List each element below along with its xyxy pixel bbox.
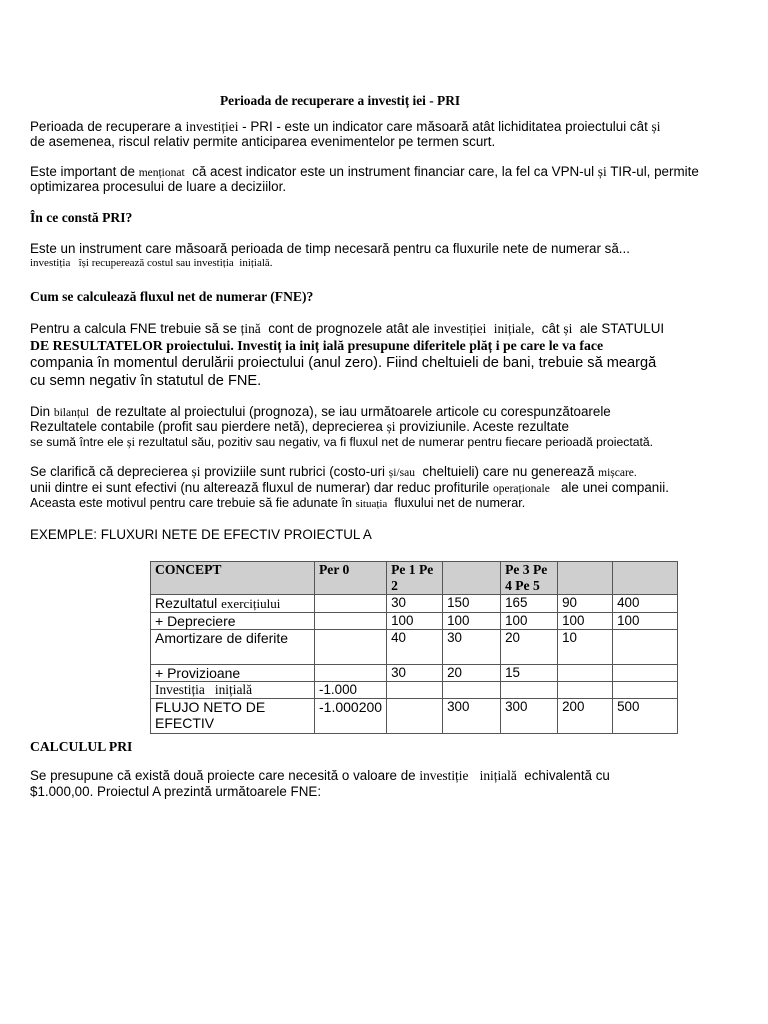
text: și/sau: [388, 467, 415, 479]
text: proviziunile. Aceste rezultate: [399, 419, 569, 434]
paragraph-5-line-3: [30, 434, 653, 450]
text: TIR-ul, permite: [610, 164, 699, 179]
table-cell: [315, 595, 387, 613]
text: Rezultatul: [155, 595, 218, 611]
text: Se clarifică că deprecierea: [30, 464, 188, 479]
text: țină: [240, 321, 261, 336]
text: își: [78, 257, 89, 269]
table-header-cell: Pe 1 Pe 2: [387, 562, 443, 595]
paragraph-6-line-1: [30, 464, 637, 481]
paragraph-5-line-2: [30, 419, 569, 435]
table-cell-label: + Provizioane: [151, 665, 315, 682]
table-cell: [315, 665, 387, 682]
text: și: [126, 435, 136, 449]
text: investiție: [419, 768, 469, 783]
text: Din: [30, 404, 51, 419]
table-cell: [387, 682, 443, 699]
text: situația: [355, 498, 388, 510]
table-row: [151, 682, 678, 699]
paragraph-6-line-3: [30, 495, 525, 512]
table-cell: 100: [387, 613, 443, 630]
table-header-cell: [613, 562, 678, 595]
text: inițială: [479, 768, 517, 783]
table-cell: 30: [387, 665, 443, 682]
text: de rezultate al proiectului (prognoza), se iau următoarele articole cu corespunzătoarele: [96, 404, 611, 419]
text: echivalentă cu: [524, 768, 610, 783]
table-cell-label: + Depreciere: [151, 613, 315, 630]
text: ale unei companii.: [560, 480, 669, 495]
table-row: [151, 595, 678, 613]
text: Este important de: [30, 164, 135, 179]
table-cell: 90: [558, 595, 613, 613]
table-cell: [315, 613, 387, 630]
table-cell: 20: [501, 630, 558, 665]
text: operaționale: [492, 483, 550, 495]
table-cell-label: [151, 595, 315, 613]
table-cell-label: [151, 682, 315, 699]
text: mișcare.: [598, 467, 637, 479]
document-title: Perioada de recuperare a investiț iei - PRI: [220, 93, 461, 108]
text: Rezultatele contabile (profit sau pierdere netă), deprecierea: [30, 419, 383, 434]
text: unii dintre ei sunt efectivi (nu alterează fluxul de numerar) dar reduc profiturile: [30, 480, 490, 495]
examples-label: EXEMPLE: FLUXURI NETE DE EFECTIV PROIECTUL A: [30, 527, 372, 542]
table-cell: [501, 682, 558, 699]
paragraph-1-line-2: de asemenea, riscul relativ permite anticiparea evenimentelor pe termen scurt.: [30, 134, 496, 149]
table-cell: 150: [443, 595, 501, 613]
table-cell: [558, 682, 613, 699]
table-cell: 100: [501, 613, 558, 630]
table-cell: 165: [501, 595, 558, 613]
table-cell: 400: [613, 595, 678, 613]
table-header-cell: [558, 562, 613, 595]
text: rezultatul său, pozitiv sau negativ, va fi fluxul net de numerar pentru fiecare perioadă proiectată.: [138, 435, 654, 449]
text: inițială: [214, 682, 253, 697]
table-cell: 40: [387, 630, 443, 665]
text: și: [597, 164, 607, 179]
table-cell: [613, 682, 678, 699]
text: ale STATULUI: [579, 321, 665, 336]
table-cell: 100: [558, 613, 613, 630]
paragraph-4-line-2: DE RESULTATELOR proiectului. Investiț ia iniț ială presupune diferitele plăț i pe care le va face: [30, 338, 604, 353]
table-cell: 100: [443, 613, 501, 630]
text: bilanțul: [53, 407, 89, 419]
table-row: [151, 613, 678, 630]
text: cât: [541, 321, 560, 336]
text: Pentru a calcula FNE trebuie să se: [30, 321, 237, 336]
paragraph-4-line-4: cu semn negativ în statutul de FNE.: [30, 373, 262, 389]
text: Se presupune că există două proiecte care necesită o valoare de: [30, 768, 416, 783]
table-header-cell: Per 0: [315, 562, 387, 595]
table-cell: 10: [558, 630, 613, 665]
text: și: [651, 119, 661, 134]
section-heading-3: CALCULUL PRI: [30, 739, 133, 754]
paragraph-3-line-2: [30, 257, 273, 269]
table-header-cell: [443, 562, 501, 595]
text: și: [386, 419, 396, 434]
table-cell: [443, 682, 501, 699]
paragraph-2-line-2: optimizarea procesului de luare a deciziilor.: [30, 179, 287, 194]
paragraph-1-line-1: [30, 119, 660, 135]
text: se sumă între ele: [30, 435, 124, 449]
table-cell: [613, 630, 678, 665]
table-cell: [387, 699, 443, 734]
paragraph-4-line-1: [30, 321, 664, 337]
table-cell: [315, 630, 387, 665]
text: - PRI - este un indicator care măsoară atât lichiditatea proiectului cât: [242, 119, 648, 134]
text: investiția: [193, 257, 234, 269]
text: investiția: [30, 257, 71, 269]
table-cell: -1.000200: [315, 699, 387, 734]
text: Aceasta este motivul pentru care trebuie să fie adunate în: [30, 496, 353, 510]
table-cell: 30: [443, 630, 501, 665]
text: și: [563, 321, 573, 336]
table-cell: -1.000: [315, 682, 387, 699]
table-header-row: [151, 562, 678, 595]
section-heading-2: Cum se calculează fluxul net de numerar (FNE)?: [30, 289, 314, 304]
table-header-cell: CONCEPT: [151, 562, 315, 595]
table-header-cell: Pe 3 Pe 4 Pe 5: [501, 562, 558, 595]
paragraph-3-line-1: Este un instrument care măsoară perioada de timp necesară pentru ca fluxurile nete de numerar să...: [30, 241, 630, 256]
text: exercițiului: [221, 596, 281, 611]
text: că acest indicator este un instrument financiar care, la fel ca VPN-ul: [192, 164, 595, 179]
text: cheltuieli) care nu generează: [422, 464, 595, 479]
text: fluxului net de numerar.: [394, 496, 526, 510]
text: și: [191, 464, 201, 479]
text: Perioada de recuperare a: [30, 119, 182, 134]
table-cell: [558, 665, 613, 682]
table-row: [151, 630, 678, 665]
table-cell: 15: [501, 665, 558, 682]
table-cell: 300: [443, 699, 501, 734]
text: recuperează costul sau: [91, 257, 191, 269]
text: investiției: [185, 119, 239, 134]
table-row: [151, 665, 678, 682]
paragraph-7-line-1: [30, 768, 610, 784]
table-cell-label: Amortizare de diferite: [151, 630, 315, 665]
fne-table: [150, 561, 678, 734]
text: cont de prognozele atât ale: [268, 321, 430, 336]
text: Investiția: [155, 682, 205, 697]
table-cell: 20: [443, 665, 501, 682]
table-row: [151, 699, 678, 734]
text: menționat: [138, 167, 185, 179]
table-cell: 500: [613, 699, 678, 734]
text: inițială.: [239, 257, 273, 269]
paragraph-7-line-2: $1.000,00. Proiectul A prezintă următoarele FNE:: [30, 784, 322, 799]
table-cell: 100: [613, 613, 678, 630]
section-heading-1: În ce constă PRI?: [30, 210, 133, 225]
paragraph-4-line-3: compania în momentul derulării proiectului (anul zero). Fiind cheltuieli de bani, trebuie să meargă: [30, 355, 657, 371]
text: proviziile sunt rubrici (costo-uri: [204, 464, 386, 479]
table-cell: 300: [501, 699, 558, 734]
table-cell: [613, 665, 678, 682]
text: inițiale,: [493, 321, 535, 336]
table-cell: 30: [387, 595, 443, 613]
table-cell: 200: [558, 699, 613, 734]
table-cell-label: FLUJO NETO DE EFECTIV: [151, 699, 315, 734]
text: investiției: [433, 321, 487, 336]
